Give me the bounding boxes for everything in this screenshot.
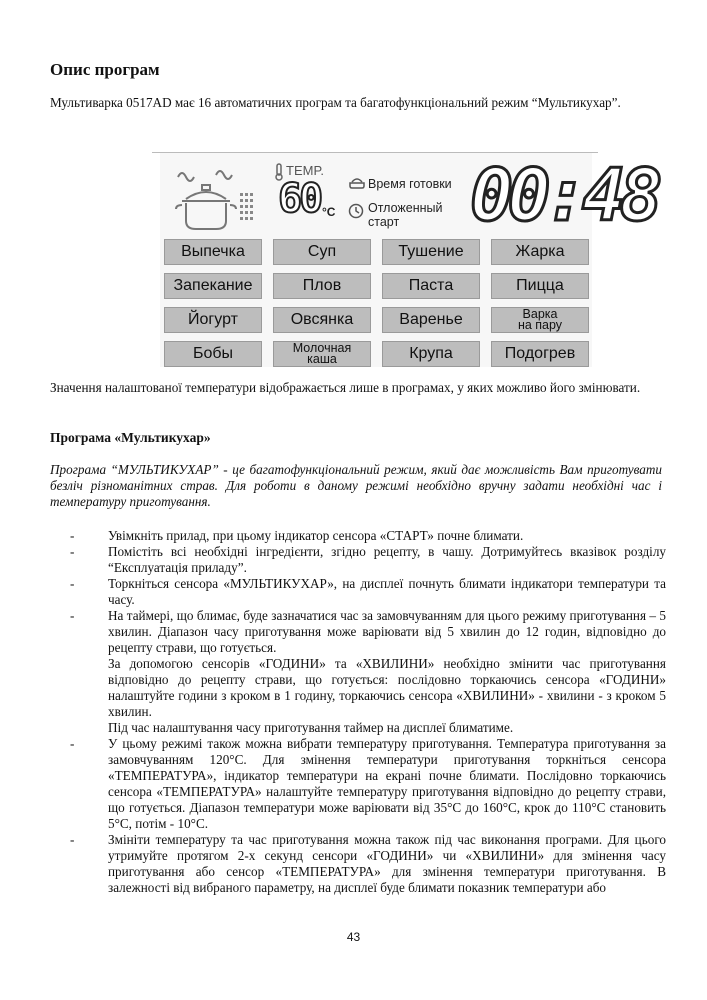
intro-paragraph: Мультиварка 0517AD має 16 автоматичних програм та багатофункціональний режим “Мультикухар”.: [50, 95, 621, 110]
list-item-text: Під час налаштування часу приготування таймер на дисплеї блиматиме.: [108, 720, 514, 735]
list-item-text: Торкніться сенсора «МУЛЬТИКУХАР», на дисплеї почнуть блимати індикатори температури та часу.: [108, 576, 666, 607]
control-panel-image: [152, 152, 657, 368]
delayed-start-icon: [348, 203, 364, 219]
list-item: [60, 608, 666, 736]
program-button: [273, 273, 371, 299]
program-button-label: Тушение: [398, 243, 464, 260]
delayed-start-label-line1: Отложенный: [368, 201, 443, 215]
program-button: [164, 273, 262, 299]
program-button-label: Плов: [302, 277, 342, 294]
program-button: [491, 307, 589, 333]
list-item: [60, 576, 666, 608]
list-item-text: За допомогою сенсорів «ГОДИНИ» та «ХВИЛИНИ» необхідно змінити час приготування відповідно до рецепту страви, що готується: послідовно торкаючись сенсора «ГОДИНИ» налаштуйте години з кроком в 1 годину, торкаючись сенсора «ХВИЛИНИ» - хвилини - з кроком 5 хвилин.: [108, 656, 666, 719]
program-button-label: Бобы: [192, 345, 234, 362]
program-button-grid: [164, 239, 584, 367]
list-item: [60, 832, 666, 896]
temp-value: 60: [278, 176, 321, 222]
list-item: [60, 544, 666, 576]
list-item-text: На таймері, що блимає, буде зазначатися час за замовчуванням для цього режиму приготування – 5 хвилин. Діапазон часу приготування може варіювати від 5 хвилин до 12 годин, відповідно до рецепту страви, що готується.: [108, 608, 666, 655]
program-button-label: Крупа: [409, 345, 453, 362]
temperature-display: [270, 163, 342, 225]
program-button-label-line2: каша: [307, 352, 337, 366]
list-dash: -: [70, 544, 75, 559]
program-button-label: Суп: [307, 243, 337, 260]
list-item: [60, 736, 666, 832]
program-button-label-line2: на пару: [517, 318, 563, 332]
program-button: [164, 341, 262, 367]
program-button-label: Пицца: [516, 277, 564, 294]
list-item-text: Змініти температуру та час приготування можна також під час виконання програми. Для цього утримуйте протягом 2-х секунд сенсори «ГОДИНИ» чи «ХВИЛИНИ» для змінення часу приготування або сенсор «ТЕМПЕРАТУРА» для змінення температури приготування. В залежності від вибраного параметру, на дисплеї буде блимати показник температури або: [108, 832, 666, 895]
program-button: [491, 239, 589, 265]
temp-unit: °C: [322, 205, 336, 219]
program-button-label: Овсянка: [290, 311, 354, 328]
list-dash: -: [70, 608, 75, 623]
program-button-label: Варенье: [399, 311, 463, 328]
list-dash: -: [70, 736, 75, 751]
program-button: [382, 307, 480, 333]
temperature-note: Значення налаштованої температури відображається лише в програмах, у яких можливо його змінювати.: [50, 380, 641, 395]
program-button: [491, 273, 589, 299]
clock-display: 00:48: [470, 153, 657, 237]
cooking-time-icon: [348, 175, 366, 189]
section-title: Програма «Мультикухар»: [50, 430, 211, 445]
program-button: [164, 307, 262, 333]
program-button: [273, 341, 371, 367]
list-dash: -: [70, 576, 75, 591]
program-button-label: Варка: [522, 307, 558, 321]
delayed-start-label-line2: старт: [368, 215, 400, 229]
program-button: [382, 341, 480, 367]
program-button: [273, 239, 371, 265]
level-dots-icon: [240, 193, 254, 223]
program-button-label: Запекание: [173, 277, 253, 294]
page-number: 43: [346, 930, 361, 944]
program-button: [164, 239, 262, 265]
instruction-list: [60, 528, 666, 896]
program-button-label: Паста: [408, 277, 454, 294]
section-intro: Програма “МУЛЬТИКУХАР” - це багатофункціональний режим, який дає можливість Вам приготувати безліч різноманітних страв. Для роботи в даному режимі необхідно вручну задати необхідні час і температуру приготування.: [50, 462, 662, 509]
program-button: [273, 307, 371, 333]
list-item: [60, 528, 666, 544]
list-item-text: У цьому режимі також можна вибрати температуру приготування. Температура приготування за замовчуванням 120°С. Для змінення температури приготування торкніться сенсора «ТЕМПЕРАТУРА», індикатор температури на екрані почне блимати. Послідовно торкаючись сенсора «ТЕМПЕРАТУРА» налаштуйте температуру приготування відповідно до рецепту страви, що готується. Діапазон температури може варіювати від 35°С до 160°С, крок до 110°С становить 5°С, потім - 10°С.: [108, 736, 666, 831]
temp-label: TEMP.: [286, 163, 325, 178]
list-dash: -: [70, 528, 75, 543]
program-button-label: Йогурт: [188, 311, 238, 328]
list-item-text: Увімкніть прилад, при цьому індикатор сенсора «СТАРТ» почне блимати.: [108, 528, 524, 543]
program-button-label: Подогрев: [504, 345, 576, 362]
program-button: [382, 273, 480, 299]
program-button-label: Молочная: [292, 341, 352, 355]
page-heading: Опис програм: [50, 60, 160, 79]
list-item-text: Помістіть всі необхідні інгредієнти, згідно рецепту, в чашу. Дотримуйтесь вказівок розділу “Експлуатація приладу”.: [108, 544, 666, 575]
program-button-label: Выпечка: [181, 243, 245, 260]
program-button: [491, 341, 589, 367]
pot-icon: [172, 165, 240, 231]
ready-time-label: Время готовки: [368, 177, 452, 191]
program-button: [382, 239, 480, 265]
list-dash: -: [70, 832, 75, 847]
program-button-label: Жарка: [515, 243, 565, 260]
